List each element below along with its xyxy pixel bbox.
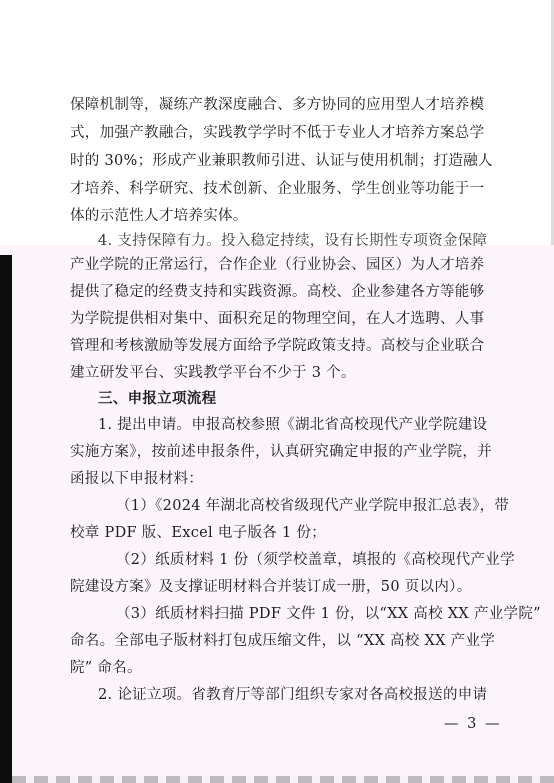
body-line-8: 提供了稳定的经费支持和实践资源。高校、企业参建各方等能够 [70,284,485,300]
body-line-21: 命名。全部电子版材料打包成压缩文件，以 “XX 高校 XX 产业学 [70,633,496,649]
section-heading: 三、申报立项流程 [98,390,217,407]
body-line-18: （2）纸质材料 1 份（须学校盖章，填报的《高校现代产业学 [116,552,515,568]
body-line-13: 1. 提出申请。申报高校参照《湖北省高校现代产业学院建设 [98,417,488,433]
body-line-1: 保障机制等，凝练产教深度融合、多方协同的应用型人才培养模 [70,97,485,113]
body-line-10: 管理和考核激励等发展方面给予学院政策支持。高校与企业联合 [70,338,485,354]
body-line-7: 产业学院的正常运行，合作企业（行业协会、园区）为人才培养 [70,257,485,273]
body-line-23: 2. 论证立项。省教育厅等部门组织专家对各高校报送的申请 [98,687,488,703]
body-line-20: （3）纸质材料扫描 PDF 文件 1 份，以“XX 高校 XX 产业学院” [116,606,541,622]
body-line-15: 函报以下申报材料： [70,471,204,487]
body-line-6: 4. 支持保障有力。投入稳定持续，设有长期性专项资金保障 [98,233,488,249]
body-line-11: 建立研发平台、实践教学平台不少于 3 个。 [70,365,356,381]
body-line-19: 院建设方案》及支撑证明材料合并装订成一册，50 页以内）。 [70,579,472,595]
body-line-16: （1）《2024 年湖北高校省级现代产业学院申报汇总表》，带 [116,498,510,514]
body-line-3: 时的 30%；形成产业兼职教师引进、认证与使用机制；打造融人 [70,153,493,169]
body-line-14: 实施方案》，按前述申报条件，认真研究确定申报的产业学院，并 [70,444,492,460]
body-line-2: 式，加强产教融合，实践教学学时不低于专业人才培养方案总学 [70,125,485,141]
body-line-17: 校章 PDF 版、Excel 电子版各 1 份； [70,525,327,541]
scan-bottom-artifact [12,776,554,783]
page-number: — 3 — [444,716,502,732]
body-line-9: 为学院提供相对集中、面积充足的物理空间，在人才选聘、人事 [70,311,485,327]
body-line-5: 体的示范性人才培养实体。 [70,208,248,224]
body-line-4: 才培养、科学研究、技术创新、企业服务、学生创业等功能于一 [70,181,485,197]
body-line-22: 院” 命名。 [70,660,142,676]
